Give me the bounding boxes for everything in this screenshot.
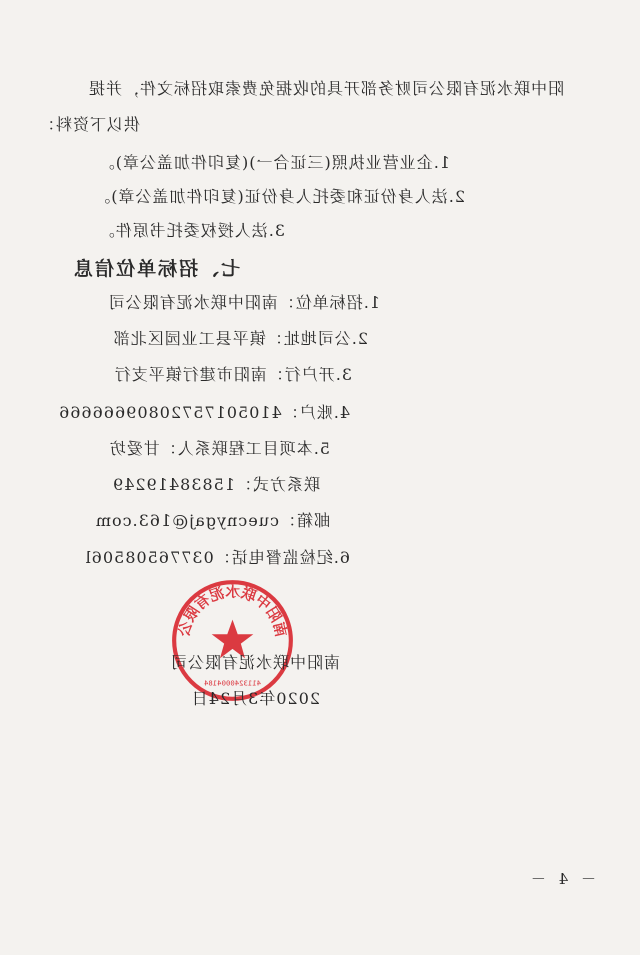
- seal-icon: [170, 578, 295, 703]
- info-address: 2.公司地址：镇平县工业园区北部: [112, 329, 368, 348]
- info-bank: 3.开户行：南阳市建行镇平支行: [113, 365, 352, 384]
- intro-line-1: 阳中联水泥有限公司财务部开具的收据免费索取招标文件，并提: [87, 79, 564, 98]
- signature-date: 2020年3月24日: [190, 689, 320, 708]
- section-title: 七、招标单位信息: [71, 258, 240, 280]
- requirement-2: 2.法人身份证和委托人身份证(复印件加盖公章)。: [93, 187, 465, 206]
- requirement-3: 3.法人授权委托书原件。: [97, 221, 285, 240]
- intro-line-2: 供以下资料：: [37, 115, 140, 134]
- signature-company: 南阳中联水泥有限公司: [169, 653, 340, 672]
- company-seal-stamp: [170, 578, 295, 703]
- svg-text:4113240004184: 4113240004184: [204, 678, 261, 688]
- info-contact: 5.本项目工程联系人：甘爱坊: [108, 439, 330, 458]
- svg-text:南阳中联水泥有限公司: 南阳中联水泥有限公: [175, 583, 290, 639]
- info-bid-unit: 1.招标单位：南阳中联水泥有限公司: [107, 293, 380, 312]
- info-supervision-phone: 6.纪检监督电话：03776508506l: [84, 548, 350, 567]
- page-number: － 4 －: [526, 870, 596, 888]
- requirement-1: 1.企业营业执照(三证合一)(复印件加盖公章)。: [97, 153, 450, 172]
- info-account: 4.账户：41050175720809666666: [58, 403, 350, 422]
- info-contact-phone: 联系方式：15838419249: [112, 475, 320, 494]
- info-contact-email: 邮箱：cuecnygaj@163.com: [94, 511, 330, 530]
